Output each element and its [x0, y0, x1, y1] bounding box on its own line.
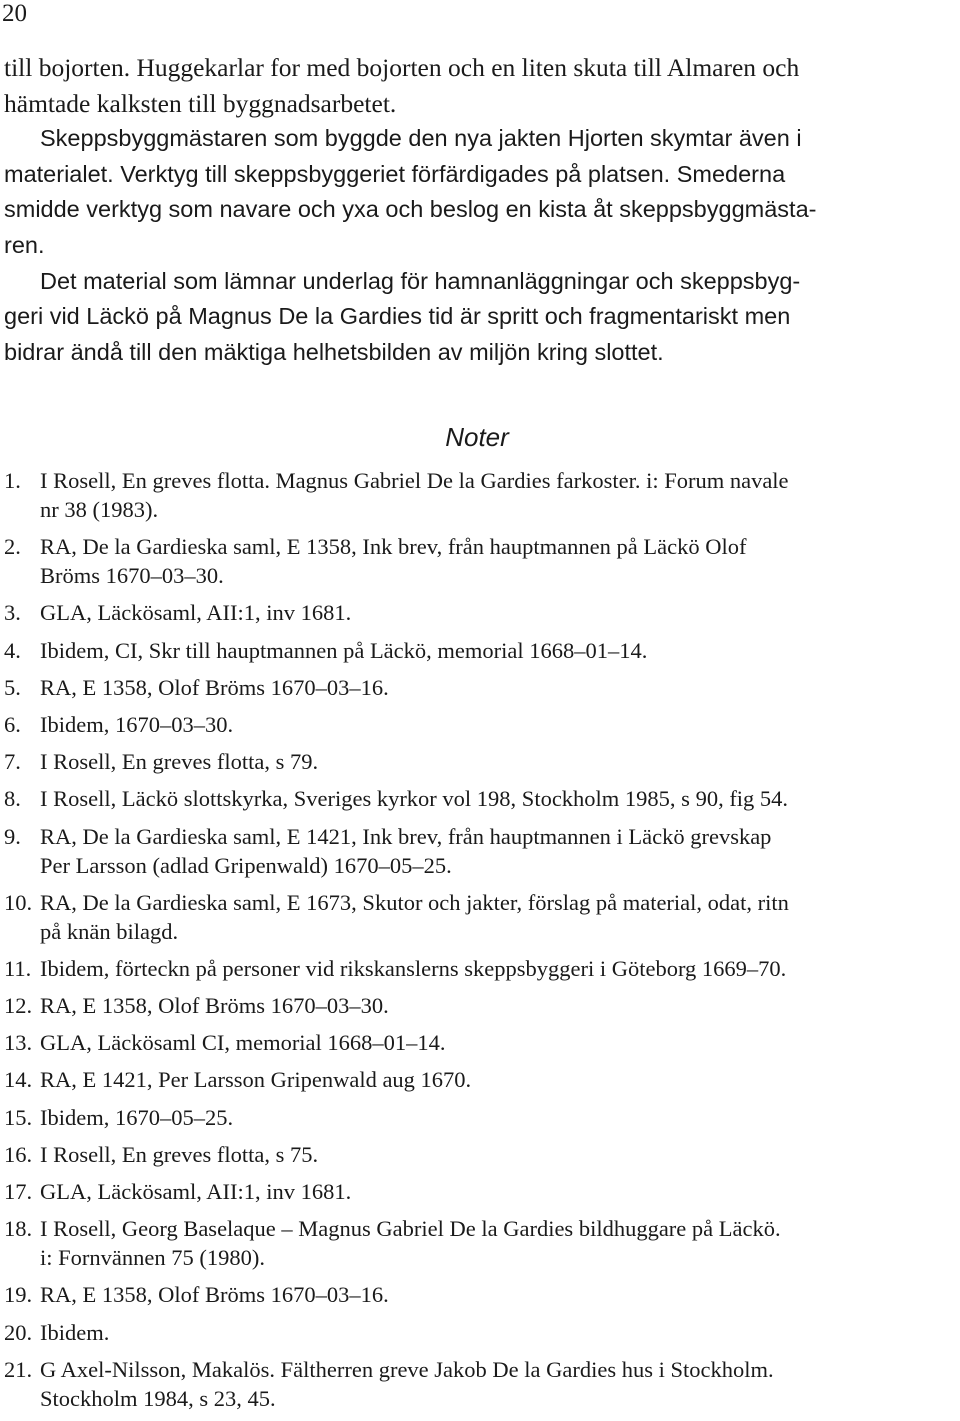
page-number: 20 [2, 0, 27, 27]
body-line: till bojorten. Huggekarlar for med bojorten och en liten skuta till Almaren och [4, 53, 800, 82]
note-number: 15. [4, 1104, 33, 1130]
note-number: 6. [4, 711, 21, 737]
note-item [4, 636, 956, 665]
note-text-line: GLA, Läckösaml CI, memorial 1668–01–14. [40, 1030, 446, 1056]
note-number: 19. [4, 1282, 33, 1308]
note-item [4, 1318, 956, 1347]
note-text-line: RA, De la Gardieska saml, E 1421, Ink brev, från hauptmannen i Läckö grevskap [40, 823, 772, 849]
note-text-line: Bröms 1670–03–30. [40, 563, 224, 589]
note-item [4, 1177, 956, 1206]
body-line: geri vid Läckö på Magnus De la Gardies tid är spritt och fragmentariskt men [4, 303, 791, 330]
note-text-line: Ibidem, förteckn på personer vid rikskanslerns skeppsbyggeri i Göteborg 1669–70. [40, 955, 787, 981]
body-line: smidde verktyg som navare och yxa och beslog en kista åt skeppsbyggmästa- [4, 196, 817, 223]
body-line: ren. [4, 231, 45, 258]
note-item [4, 532, 956, 590]
notes-heading [0, 420, 960, 454]
note-text-line: GLA, Läckösaml, AII:1, inv 1681. [40, 1179, 352, 1204]
note-text-line: i: Fornvännen 75 (1980). [40, 1245, 265, 1271]
note-number: 17. [4, 1179, 33, 1204]
note-text-line: RA, E 1358, Olof Bröms 1670–03–16. [40, 674, 389, 700]
note-text-line: I Rosell, En greves flotta. Magnus Gabriel De la Gardies farkoster. i: Forum navale [40, 468, 789, 493]
note-number: 12. [4, 993, 33, 1019]
note-item [4, 1028, 956, 1057]
note-text-line: Ibidem. [40, 1319, 110, 1345]
note-item [4, 710, 956, 739]
note-text-line: I Rosell, Läckö slottskyrka, Sveriges kyrkor vol 198, Stockholm 1985, s 90, fig 54. [40, 786, 789, 812]
note-text-line: Per Larsson (adlad Gripenwald) 1670–05–25. [40, 852, 452, 878]
note-number: 4. [4, 637, 21, 663]
note-number: 9. [4, 823, 21, 849]
note-number: 14. [4, 1067, 33, 1093]
note-item [4, 888, 956, 946]
note-number: 13. [4, 1030, 33, 1056]
note-text-line: RA, De la Gardieska saml, E 1358, Ink brev, från hauptmannen på Läckö Olof [40, 534, 747, 560]
note-text-line: G Axel-Nilsson, Makalös. Fältherren greve Jakob De la Gardies hus i Stockholm. [40, 1356, 774, 1382]
note-number: 8. [4, 786, 21, 812]
note-item [4, 1140, 956, 1169]
note-number: 16. [4, 1141, 33, 1167]
note-item [4, 673, 956, 702]
note-item [4, 466, 956, 524]
note-number: 7. [4, 749, 21, 775]
body-line: Skeppsbyggmästaren som byggde den nya jakten Hjorten skymtar även i [40, 125, 802, 152]
note-number: 5. [4, 674, 21, 700]
note-item [4, 1280, 956, 1309]
note-item [4, 954, 956, 983]
note-number: 18. [4, 1216, 33, 1242]
note-number: 2. [4, 534, 21, 560]
body-text [4, 50, 956, 370]
note-text-line: I Rosell, En greves flotta, s 79. [40, 749, 319, 775]
note-item [4, 747, 956, 776]
notes-heading-text: Noter [445, 422, 509, 452]
note-text-line: Stockholm 1984, s 23, 45. [40, 1385, 276, 1411]
note-number: 10. [4, 889, 33, 915]
note-number: 21. [4, 1356, 33, 1382]
note-text-line: RA, E 1421, Per Larsson Gripenwald aug 1670. [40, 1067, 472, 1093]
note-number: 11. [4, 955, 32, 981]
body-line: Det material som lämnar underlag för hamnanläggningar och skeppsbyg- [40, 267, 801, 294]
note-text-line: RA, E 1358, Olof Bröms 1670–03–16. [40, 1282, 389, 1308]
note-item [4, 598, 956, 627]
note-number: 3. [4, 600, 21, 626]
note-item [4, 822, 956, 880]
note-item [4, 991, 956, 1020]
note-item [4, 1214, 956, 1272]
note-text-line: GLA, Läckösaml, AII:1, inv 1681. [40, 600, 352, 626]
note-text-line: nr 38 (1983). [40, 497, 159, 522]
notes-list [4, 466, 956, 1421]
note-text-line: RA, E 1358, Olof Bröms 1670–03–30. [40, 993, 389, 1019]
body-line: materialet. Verktyg till skeppsbyggeriet förfärdigades på platsen. Smederna [4, 160, 786, 187]
note-text-line: Ibidem, 1670–05–25. [40, 1104, 234, 1130]
note-text-line: I Rosell, Georg Baselaque – Magnus Gabriel De la Gardies bildhuggare på Läckö. [40, 1216, 781, 1242]
note-text-line: på knän bilagd. [40, 918, 179, 944]
note-item [4, 1355, 956, 1413]
note-text-line: RA, De la Gardieska saml, E 1673, Skutor och jakter, förslag på material, odat, ritn [40, 889, 789, 915]
note-text-line: Ibidem, 1670–03–30. [40, 711, 234, 737]
body-line: bidrar ändå till den mäktiga helhetsbilden av miljön kring slottet. [4, 338, 664, 365]
note-item [4, 784, 956, 813]
note-text-line: Ibidem, CI, Skr till hauptmannen på Läckö, memorial 1668–01–14. [40, 637, 648, 663]
note-number: 1. [4, 468, 21, 493]
note-item [4, 1103, 956, 1132]
note-text-line: I Rosell, En greves flotta, s 75. [40, 1141, 319, 1167]
note-number: 20. [4, 1319, 33, 1345]
note-item [4, 1065, 956, 1094]
body-line: hämtade kalksten till byggnadsarbetet. [4, 88, 397, 118]
